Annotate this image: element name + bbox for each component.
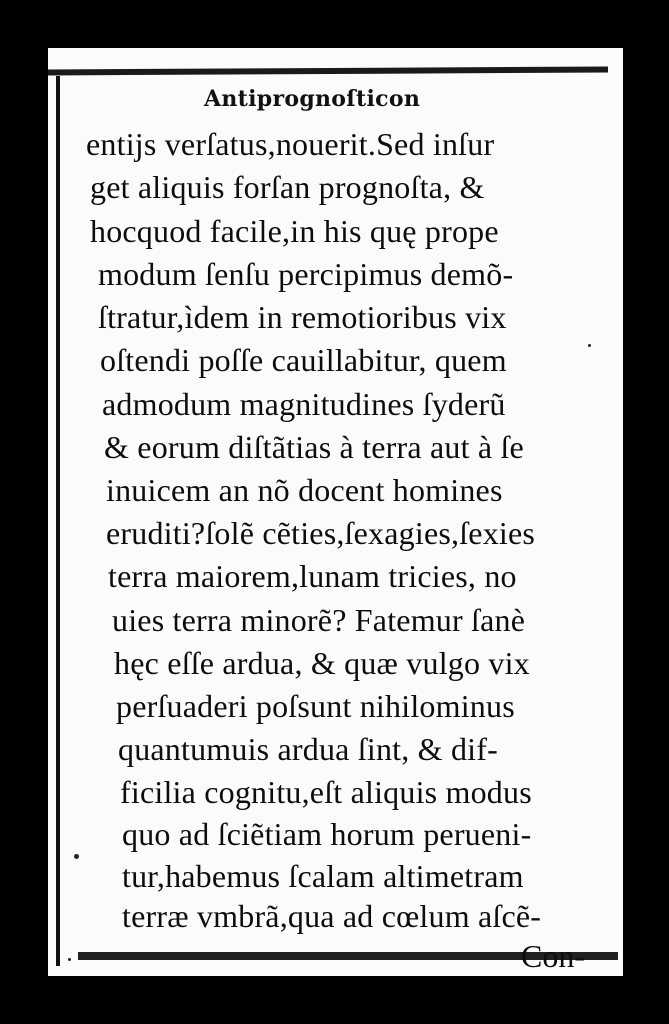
- text-line-14: perſuaderi poſsunt nihilominus: [116, 688, 515, 724]
- text-line-8: & eorum diſtãtias à terra aut à ſe: [104, 429, 524, 465]
- text-line-19: terræ vmbrã,qua ad cœlum aſcẽ-: [122, 898, 542, 934]
- text-line-18: tur,habemus ſcalam altimetram: [122, 858, 524, 894]
- book-page: [48, 48, 623, 976]
- text-line-9: inuicem an nõ docent homines: [106, 472, 503, 508]
- text-line-4: modum ſenſu percipimus demõ-: [98, 256, 514, 292]
- text-line-3: hocquod facile,in his quę prope: [90, 213, 499, 249]
- ink-speck: [68, 958, 71, 961]
- ink-speck: [74, 854, 79, 859]
- text-line-17: quo ad ſciẽtiam horum perueni-: [122, 816, 532, 852]
- running-head: Antiprognoſticon: [204, 86, 421, 112]
- text-line-11: terra maiorem,lunam tricies, no: [108, 558, 517, 594]
- text-line-15: quantumuis ardua ſint, & dif-: [118, 731, 498, 767]
- body-text: [48, 48, 623, 976]
- text-line-13: hęc eſſe ardua, & quæ vulgo vix: [114, 645, 530, 681]
- text-line-12: uies terra minorẽ? Fatemur ſanè: [112, 602, 526, 638]
- text-line-10: eruditi?ſolẽ cẽties,ſexagies,ſexies: [106, 515, 536, 551]
- text-line-16: ficilia cognitu,eſt aliquis modus: [120, 774, 532, 810]
- catchword: Con-: [521, 938, 585, 974]
- text-line-5: ſtratur,ìdem in remotioribus vix: [98, 299, 507, 335]
- text-line-2: get aliquis forſan prognoſta, &: [90, 169, 485, 205]
- text-line-7: admodum magnitudines ſyderũ: [102, 386, 506, 422]
- text-line-6: oſtendi poſſe cauillabitur, quem: [100, 342, 507, 378]
- ink-speck: [588, 344, 591, 347]
- text-line-1: entijs verſatus,nouerit.Sed inſur: [86, 126, 495, 162]
